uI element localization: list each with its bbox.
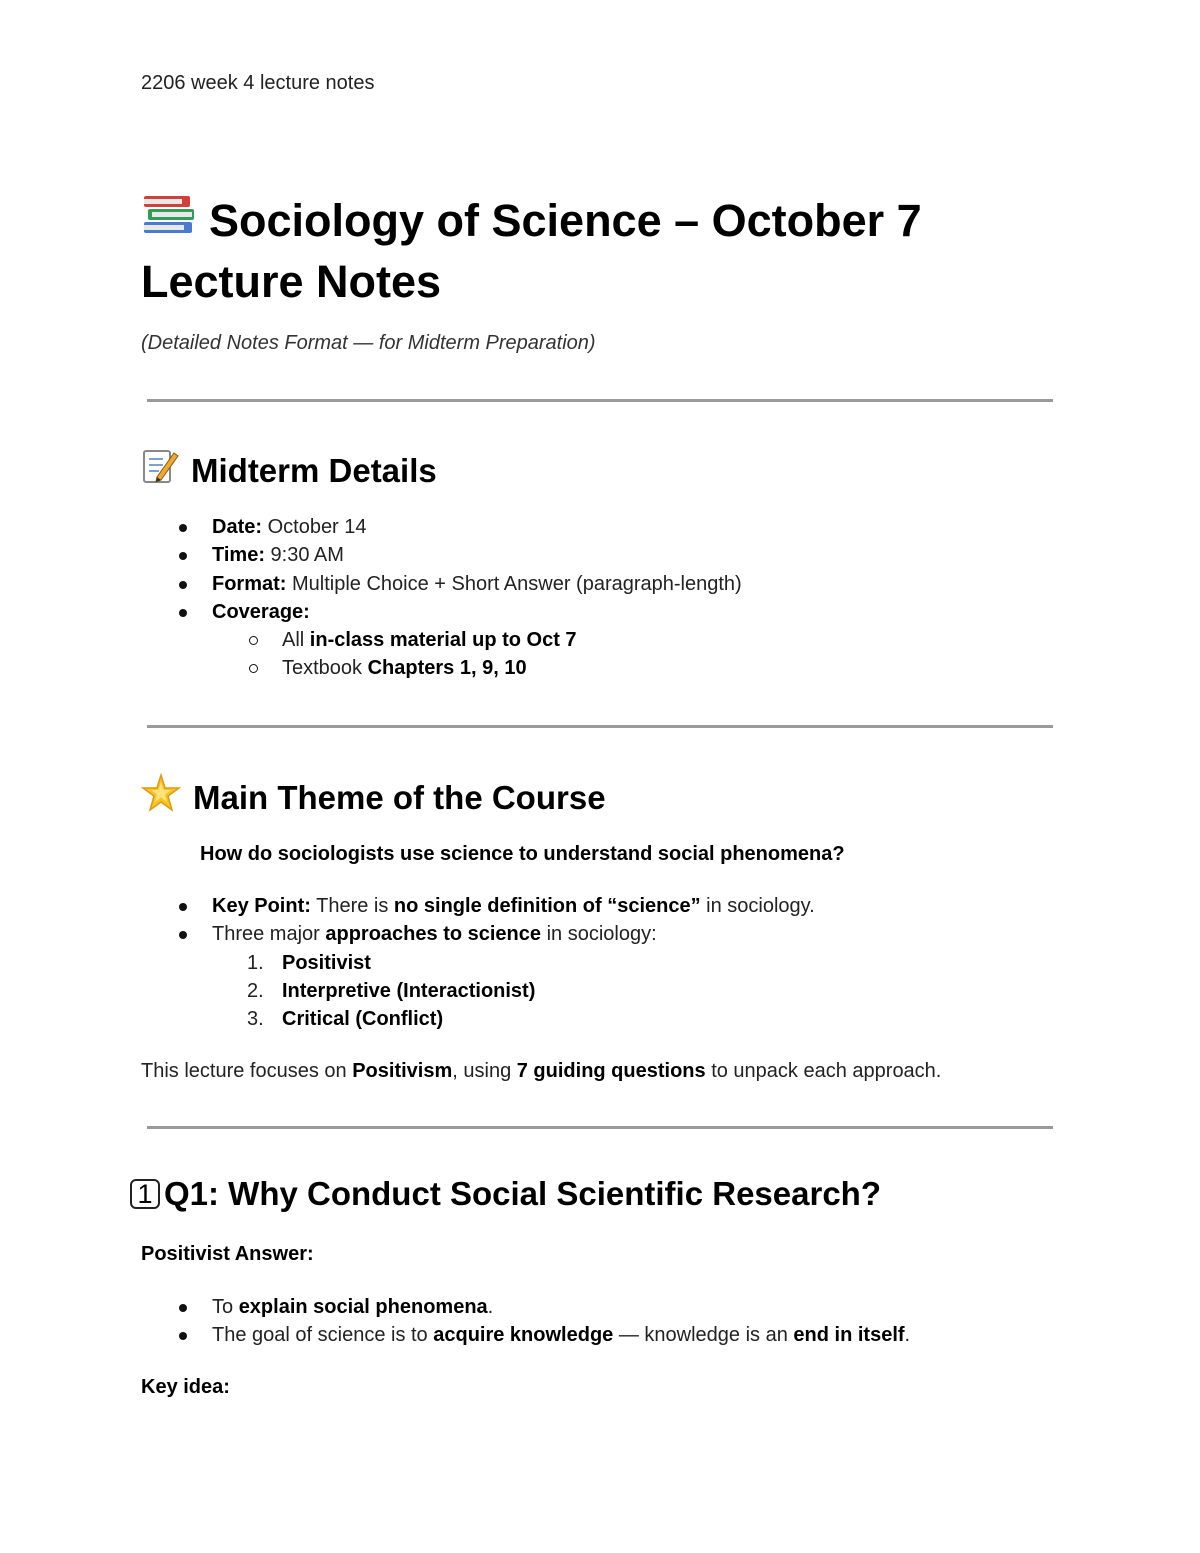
hollow-bullet-icon: [249, 636, 258, 645]
divider: [147, 725, 1053, 728]
guiding-question: How do sociologists use science to understand social phenomena?: [200, 843, 845, 865]
midterm-heading-text: Midterm Details: [191, 451, 437, 489]
bullet-icon: [179, 524, 187, 532]
theme-heading: [141, 773, 606, 822]
hollow-bullet-icon: [249, 664, 258, 673]
theme-heading-text: Main Theme of the Course: [193, 778, 606, 816]
bullet-icon: [179, 1304, 187, 1312]
bullet-icon: [179, 581, 187, 589]
title-line-2: Lecture Notes: [141, 256, 442, 307]
list-item: Format: Multiple Choice + Short Answer (paragraph-length): [141, 570, 742, 598]
glowing-star-icon: [141, 773, 181, 822]
list-item: Time: 9:30 AM: [141, 541, 742, 569]
key-idea-label: Key idea:: [141, 1376, 230, 1398]
title-line-1: Sociology of Science – October 7: [209, 195, 922, 246]
bullet-icon: [179, 609, 187, 617]
divider: [147, 1126, 1053, 1129]
page-header: 2206 week 4 lecture notes: [141, 72, 375, 94]
bullet-icon: [179, 1332, 187, 1340]
page-title: [141, 188, 1041, 312]
memo-pencil-icon: [141, 447, 179, 494]
midterm-list: [141, 513, 742, 683]
list-item: Date: October 14: [141, 513, 742, 541]
q1-heading-text: Q1: Why Conduct Social Scientific Research?: [164, 1175, 881, 1212]
subtitle: (Detailed Notes Format — for Midterm Preparation): [141, 332, 596, 354]
bullet-icon: [179, 552, 187, 560]
divider: [147, 399, 1053, 402]
list-item: To explain social phenomena.: [141, 1293, 910, 1321]
list-item: Textbook Chapters 1, 9, 10: [141, 654, 742, 682]
books-icon: [141, 188, 197, 251]
summary-paragraph: This lecture focuses on Positivism, using 7 guiding questions to unpack each approach.: [141, 1060, 942, 1082]
list-item: 2. Interpretive (Interactionist): [247, 979, 536, 1002]
list-item: 1. Positivist: [247, 951, 371, 974]
list-item: The goal of science is to acquire knowledge — knowledge is an end in itself.: [141, 1321, 910, 1349]
midterm-heading: [141, 447, 437, 494]
q1-list: [141, 1293, 910, 1350]
keycap-one-icon: 1: [130, 1179, 160, 1209]
list-item: All in-class material up to Oct 7: [141, 626, 742, 654]
list-item: Three major approaches to science in sociology:: [141, 920, 815, 948]
list-item: Coverage:: [141, 598, 742, 626]
list-item: Key Point: There is no single definition of “science” in sociology.: [141, 892, 815, 920]
q1-heading: [137, 1174, 881, 1214]
bullet-icon: [179, 931, 187, 939]
positivist-answer-label: Positivist Answer:: [141, 1243, 314, 1265]
bullet-icon: [179, 903, 187, 911]
theme-list: [141, 892, 815, 1033]
list-item: 3. Critical (Conflict): [247, 1008, 444, 1031]
